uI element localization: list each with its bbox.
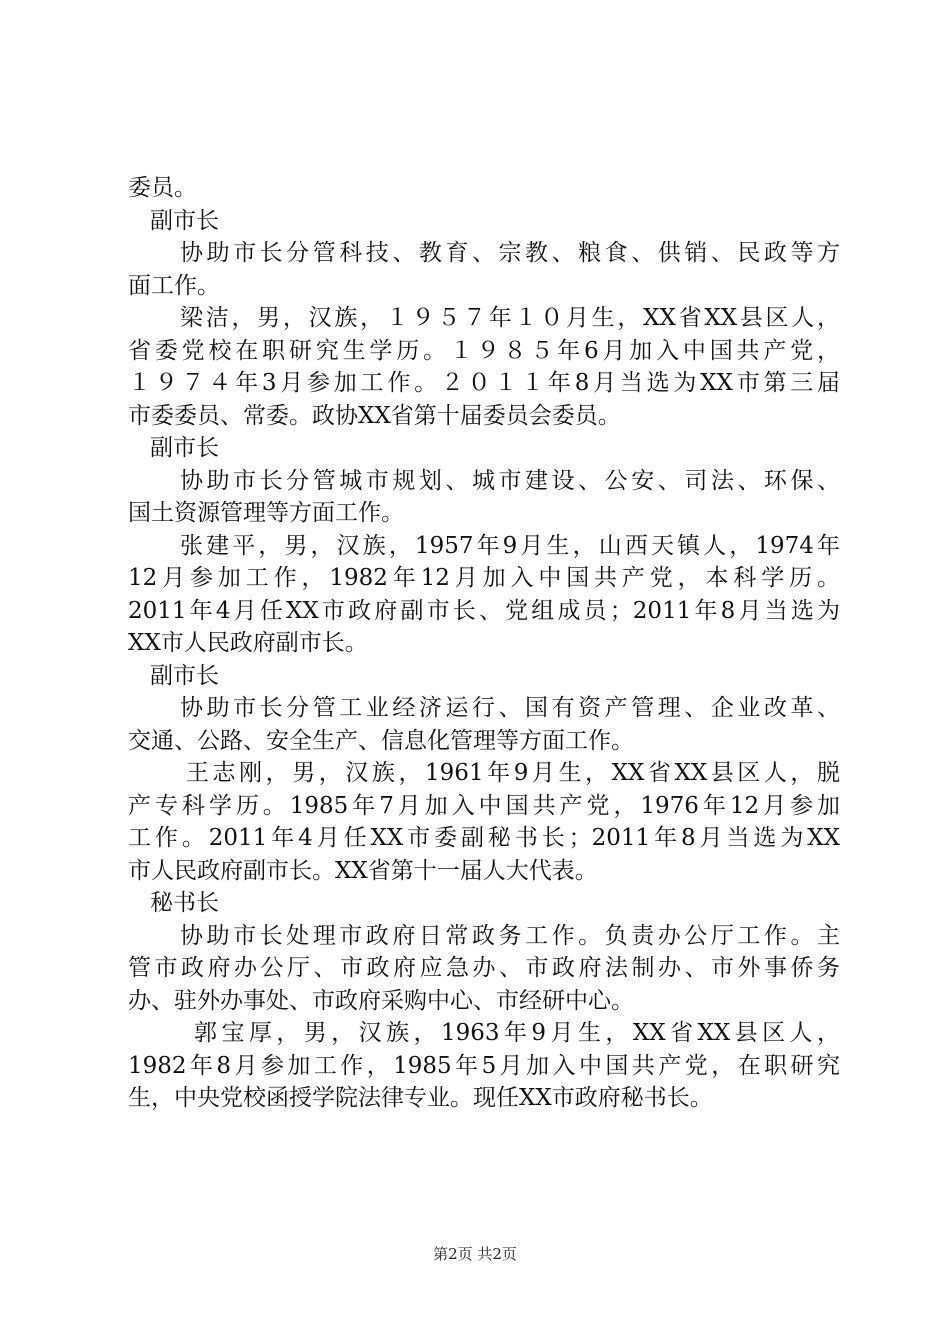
text-line: 张建平，男，汉族，1957年9月生，山西天镇人，1974年 [180, 532, 840, 559]
text-line: 协助市长分管科技、教育、宗教、粮食、供销、民政等方 [180, 240, 840, 266]
text-line: 面工作。 [128, 272, 220, 299]
document-body [128, 172, 840, 1115]
page-number-footer: 第2页 共2页 [433, 1245, 517, 1263]
section-heading: 副市长 [150, 207, 219, 234]
text-line: 协助市长处理市政府日常政务工作。负责办公厅工作。主 [180, 922, 840, 949]
text-line: 委员。 [128, 175, 197, 201]
text-line: 生，中央党校函授学院法律专业。现任XX市政府秘书长。 [128, 1085, 713, 1111]
text-line: 协助市长分管城市规划、城市建设、公安、司法、环保、 [180, 467, 840, 494]
text-line: 省委党校在职研究生学历。１９８５年6月加入中国共产党， [128, 337, 840, 364]
text-line: 协助市长分管工业经济运行、国有资产管理、企业改革、 [180, 695, 840, 721]
text-line: 工作。2011年4月任XX市委副秘书长；2011年8月当选为XX [128, 825, 840, 851]
text-line: 12月参加工作，1982年12月加入中国共产党，本科学历。 [128, 565, 840, 591]
text-line: １９７４年3月参加工作。２０１１年8月当选为XX市第三届 [128, 370, 840, 396]
text-line: 管市政府办公厅、市政府应急办、市政府法制办、市外事侨务 [128, 955, 840, 981]
text-line: 市委委员、常委。政协XX省第十届委员会委员。 [128, 402, 621, 429]
section-heading: 副市长 [150, 662, 219, 689]
text-line: 郭宝厚，男，汉族，1963年9月生，XX省XX县区人， [194, 1020, 840, 1046]
section-heading: 秘书长 [150, 890, 219, 916]
text-line: 办、驻外办事处、市政府采购中心、市经研中心。 [128, 987, 634, 1014]
text-line: 市人民政府副市长。XX省第十一届人大代表。 [128, 857, 598, 884]
text-line: 产专科学历。1985年7月加入中国共产党，1976年12月参加 [128, 792, 840, 819]
text-line: 王志刚，男，汉族，1961年9月生，XX省XX县区人，脱 [186, 760, 840, 786]
text-line: 1982年8月参加工作，1985年5月加入中国共产党，在职研究 [128, 1052, 840, 1079]
text-line: 梁洁，男，汉族，１９５７年１０月生，XX省XX县区人， [180, 305, 840, 331]
text-line: 国土资源管理等方面工作。 [128, 500, 404, 526]
text-line: 2011年4月任XX市政府副市长、党组成员；2011年8月当选为 [128, 597, 840, 624]
section-heading: 副市长 [150, 435, 219, 461]
text-line: 交通、公路、安全生产、信息化管理等方面工作。 [128, 727, 634, 754]
text-line: XX市人民政府副市长。 [128, 630, 368, 656]
